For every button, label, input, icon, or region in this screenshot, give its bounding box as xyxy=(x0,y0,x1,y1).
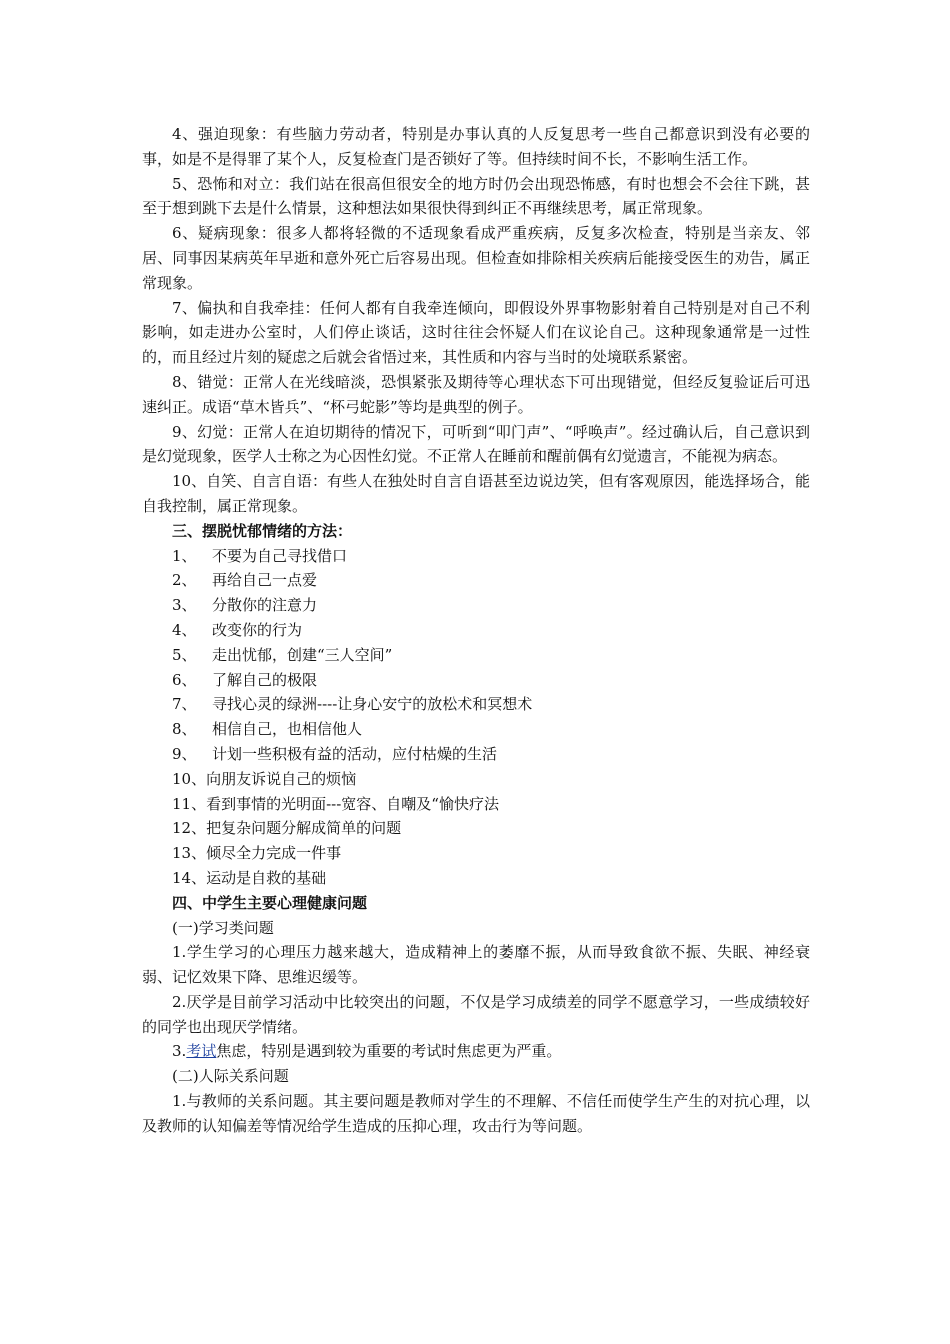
paragraph-fear: 5、恐怖和对立：我们站在很高但很安全的地方时仍会出现恐怖感，有时也想会不会往下跳，甚至于想到跳下去是什么情景，这种想法如果很快得到纠正不再继续思考，属正常现象。 xyxy=(142,174,810,218)
list-number: 9、 xyxy=(172,744,197,763)
list-text: 计划一些积极有益的活动，应付枯燥的生活 xyxy=(212,744,498,763)
list-number: 3、 xyxy=(172,596,197,615)
paragraph-teacher-relation: 1.与教师的关系问题。其主要问题是教师对学生的不理解、不信任而使学生产生的对抗心理，以及教师的认知偏差等情况给学生造成的压抑心理，攻击行为等问题。 xyxy=(142,1092,810,1135)
paragraph-exam-anxiety xyxy=(142,1039,810,1064)
paragraph-paranoia: 7、偏执和自我牵挂：任何人都有自我牵连倾向，即假设外界事物影射着自己特别是对自己不利影响，如走进办公室时，人们停止谈话，这时往往会怀疑人们在议论自己。这种现象通常是一过性的，而且经过片刻的疑虑之后就会省悟过来，其性质和内容与当时的处境联系紧密。 xyxy=(142,298,810,367)
list-number: 5、 xyxy=(172,645,197,664)
list-text: 了解自己的极限 xyxy=(212,670,318,689)
exam-link[interactable]: 考试 xyxy=(186,1042,217,1061)
list-number: 6、 xyxy=(172,670,197,689)
list-item xyxy=(142,618,810,643)
list-item: 14、运动是自救的基础 xyxy=(172,868,327,887)
list-text: 再给自己一点爱 xyxy=(212,571,318,590)
paragraph-obsession: 4、强迫现象：有些脑力劳动者，特别是办事认真的人反复思考一些自己都意识到没有必要的事，如是不是得罪了某个人，反复检查门是否锁好了等。但持续时间不长，不影响生活工作。 xyxy=(142,125,810,168)
list-item xyxy=(142,692,810,717)
subsection-study-heading: (一)学习类问题 xyxy=(172,918,274,937)
list-number: 2、 xyxy=(172,571,197,590)
list-item xyxy=(142,593,810,618)
paragraph-prefix: 3. xyxy=(172,1042,187,1061)
list-item: 12、把复杂问题分解成简单的问题 xyxy=(172,819,402,838)
list-item: 13、倾尽全力完成一件事 xyxy=(172,844,342,863)
list-item xyxy=(142,742,810,767)
list-text: 分散你的注意力 xyxy=(212,596,318,615)
paragraph-study-pressure: 1.学生学习的心理压力越来越大，造成精神上的萎靡不振，从而导致食欲不振、失眠、神经衰弱、记忆效果下降、思维迟缓等。 xyxy=(142,943,810,987)
section-4-heading: 四、中学生主要心理健康问题 xyxy=(172,893,368,912)
list-number: 7、 xyxy=(172,695,197,714)
list-text: 改变你的行为 xyxy=(212,620,303,639)
list-text: 走出忧郁，创建“三人空间” xyxy=(212,645,393,664)
list-text: 不要为自己寻找借口 xyxy=(212,546,348,565)
list-text: 相信自己，也相信他人 xyxy=(212,720,363,739)
list-number: 1、 xyxy=(172,546,197,565)
list-item: 10、向朋友诉说自己的烦恼 xyxy=(172,769,357,788)
list-item xyxy=(142,717,810,742)
paragraph-study-aversion: 2.厌学是目前学习活动中比较突出的问题，不仅是学习成绩差的同学不愿意学习，一些成绩较好的同学也出现厌学情绪。 xyxy=(142,992,810,1036)
list-item xyxy=(142,668,810,693)
document-page xyxy=(142,122,810,1139)
list-item xyxy=(142,643,810,668)
paragraph-hypochondria: 6、疑病现象：很多人都将轻微的不适现象看成严重疾病，反复多次检查，特别是当亲友、邻居、同事因某病英年早逝和意外死亡后容易出现。但检查如排除相关疾病后能接受医生的劝告，属正常现象。 xyxy=(142,224,810,292)
subsection-relation-heading: (二)人际关系问题 xyxy=(172,1067,289,1086)
list-text: 寻找心灵的绿洲----让身心安宁的放松术和冥想术 xyxy=(212,695,533,714)
list-item xyxy=(142,568,810,593)
section-3-heading: 三、摆脱忧郁情绪的方法： xyxy=(172,521,353,540)
paragraph-self-talk: 10、自笑、自言自语：有些人在独处时自言自语甚至边说边笑，但有客观原因，能选择场合，能自我控制，属正常现象。 xyxy=(142,472,810,515)
paragraph-hallucination: 9、幻觉：正常人在迫切期待的情况下，可听到“叩门声”、“呼唤声”。经过确认后，自己意识到是幻觉现象，医学人士称之为心因性幻觉。不正常人在睡前和醒前偶有幻觉遗言，不能视为病态。 xyxy=(142,422,810,466)
list-item xyxy=(142,544,810,569)
paragraph-illusion: 8、错觉：正常人在光线暗淡，恐惧紧张及期待等心理状态下可出现错觉，但经反复验证后可迅速纠正。成语“草木皆兵”、“杯弓蛇影”等均是典型的例子。 xyxy=(142,372,810,416)
paragraph-rest: 焦虑，特别是遇到较为重要的考试时焦虑更为严重。 xyxy=(216,1042,562,1061)
list-number: 4、 xyxy=(172,620,197,639)
list-number: 8、 xyxy=(172,720,197,739)
list-item: 11、看到事情的光明面---宽容、自嘲及“愉快疗法 xyxy=(172,794,499,813)
